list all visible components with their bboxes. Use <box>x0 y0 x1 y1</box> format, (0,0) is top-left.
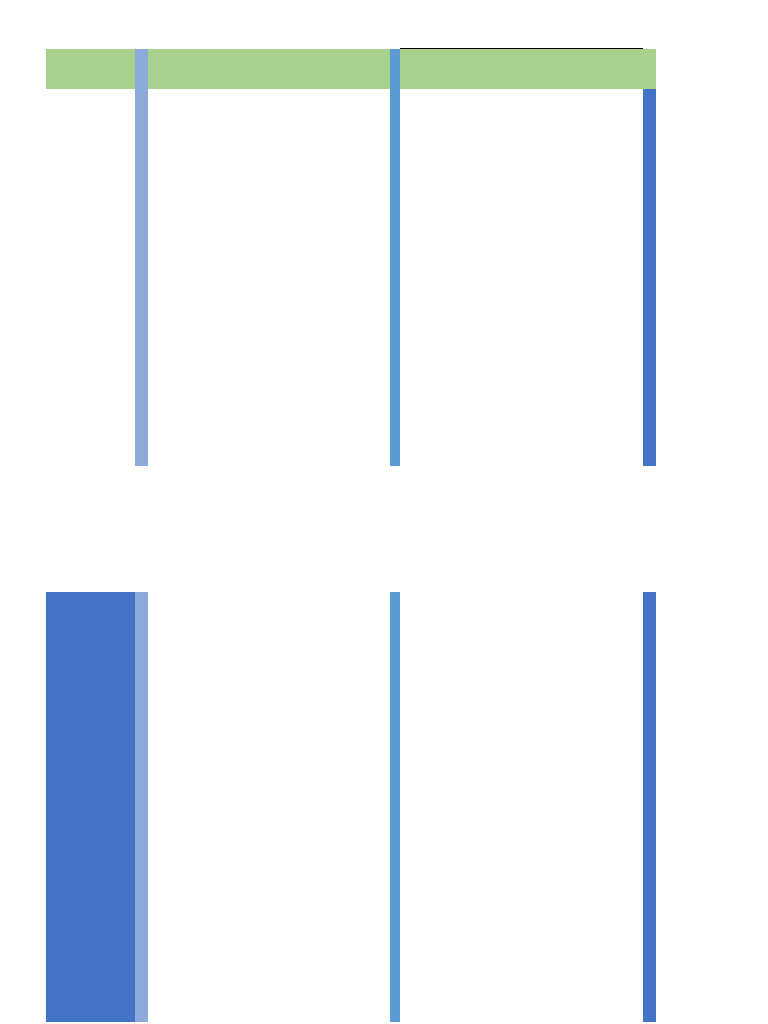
batch-column-strip-bottom <box>46 592 135 1022</box>
header-top-line <box>400 48 643 49</box>
separator-strip-left-bottom <box>135 592 148 1022</box>
right-edge-strip-bottom <box>643 592 656 1022</box>
right-edge-strip-top <box>643 89 656 466</box>
header-band-left <box>46 49 135 89</box>
separator-strip-mid <box>390 49 400 466</box>
separator-strip-left <box>135 49 148 466</box>
header-band-monday <box>148 49 390 89</box>
header-band-tuesday <box>400 49 656 89</box>
separator-strip-mid-bottom <box>390 592 400 1022</box>
